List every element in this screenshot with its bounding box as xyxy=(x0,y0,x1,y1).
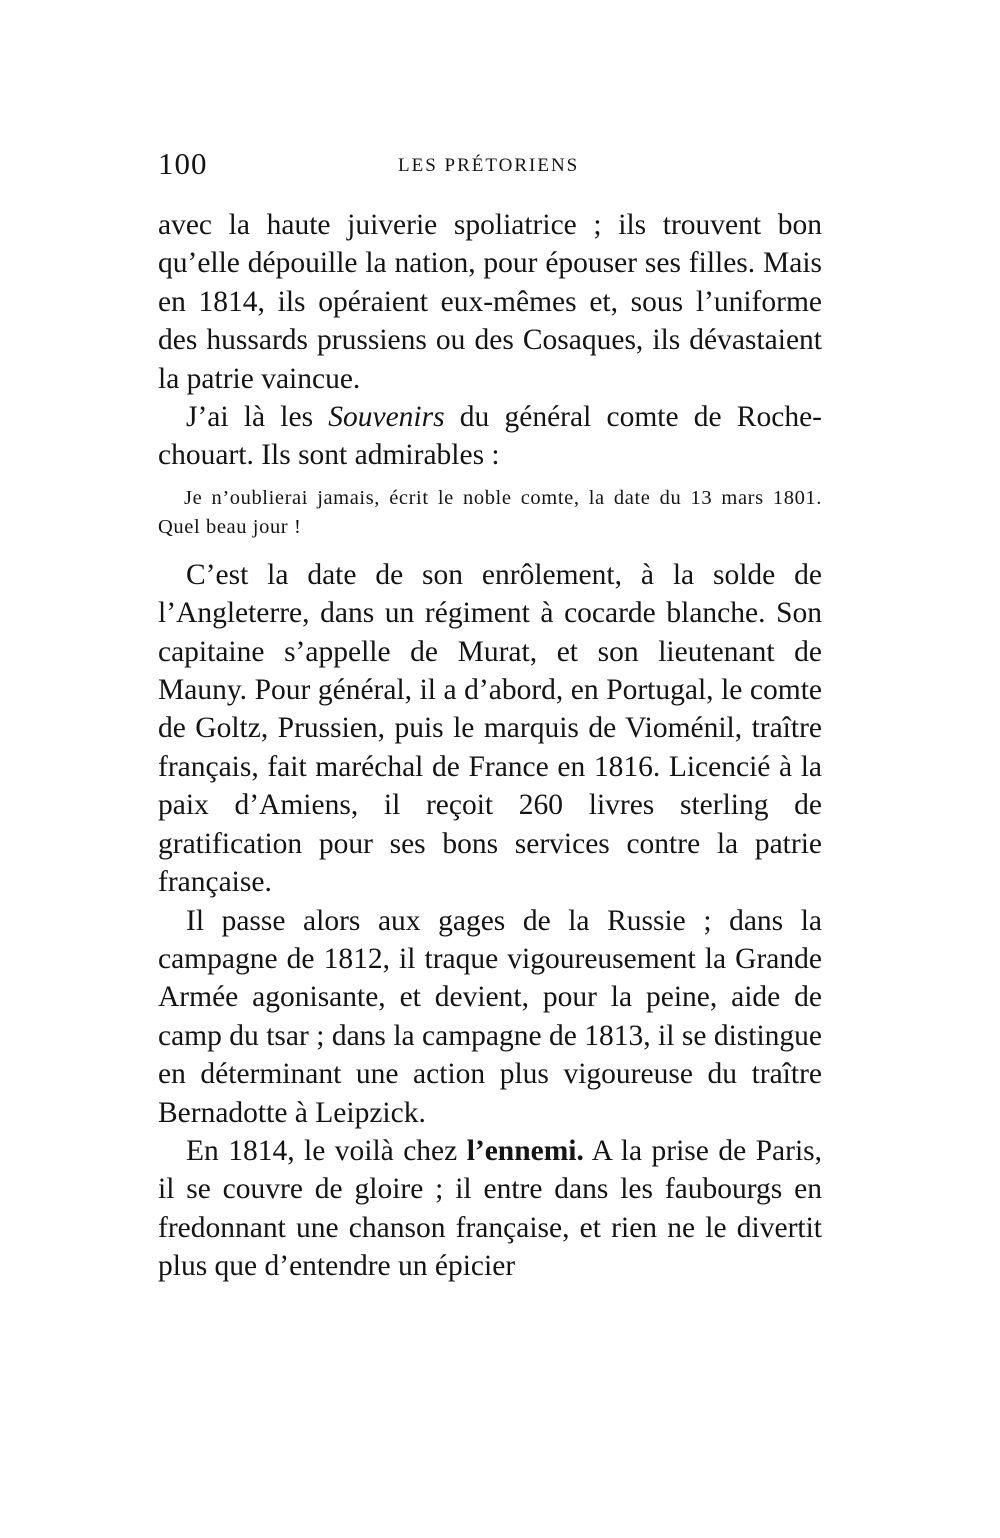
paragraph-4: Il passe alors aux gages de la Russie ; dans la campagne de 1812, il traque vigoureusement la Grande Armée agonisante, et devient, pour la peine, aide de camp du tsar ; dans la campagne de 1813, il se distingue en déterminant une action plus vigoureuse du traître Bernadotte à Leipzick. xyxy=(158,904,822,1129)
paragraph-5 xyxy=(158,1132,822,1286)
page-number: 100 xyxy=(158,146,208,181)
paragraph-2-text-start: J’ai là les xyxy=(186,401,329,434)
body-text xyxy=(158,206,822,1286)
souvenirs-title-italic: Souvenirs xyxy=(328,401,445,434)
paragraph-1: avec la haute juiverie spoliatrice ; ils trouvent bon qu’elle dépouille la nation, pour épouser ses filles. Mais en 1814, ils opéraient eux-mêmes et, sous l’uniforme des hussards prussiens ou des Cosaques, ils dévastaient la patrie vaincue. xyxy=(158,209,822,395)
paragraph-5-text-start: En 1814, le voilà chez xyxy=(186,1134,467,1167)
running-title: LES PRÉTORIENS xyxy=(398,155,580,176)
block-quote: Je n’oublierai jamais, écrit le noble comte, la date du 13 mars 1801. Quel beau jour ! xyxy=(158,486,822,538)
ennemi-bold: l’ennemi. xyxy=(466,1134,584,1167)
paragraph-2 xyxy=(158,398,822,475)
paragraph-5-text-end: A la prise de Paris, il se couvre de gloire ; il entre dans les faubourgs en fredonnant une chanson française, et rien ne le divertit plus que d’entendre un épicier xyxy=(158,1134,822,1283)
paragraph-3: C’est la date de son enrôlement, à la solde de l’Angleterre, dans un régiment à cocarde blanche. Son capitaine s’appelle de Murat, et son lieutenant de Mauny. Pour général, il a d’abord, en Portugal, le comte de Goltz, Prussien, puis le marquis de Vioménil, traître français, fait maréchal de France en 1816. Licencié à la paix d’Amiens, il reçoit 260 livres sterling de gratification pour ses bons services contre la patrie française. xyxy=(158,558,822,899)
paragraph-2-text-end: du général comte de Rochechouart. Ils sont admirables : xyxy=(158,401,822,472)
running-header xyxy=(158,146,818,186)
